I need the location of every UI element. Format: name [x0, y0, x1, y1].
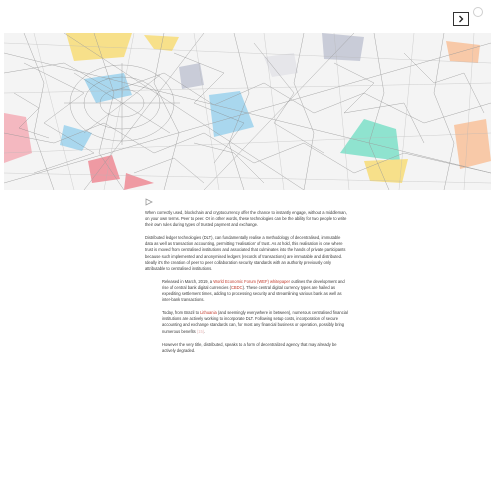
quote-text: outlines the development and rise of central bank digital currencies (: [162, 278, 345, 290]
quote-text: ). These central digital currency types are hailed as expediting settlement times, adding to processing security and streamlining various bank as well as inter-bank transactions.: [162, 284, 342, 303]
footnote-link[interactable]: (15): [196, 328, 205, 334]
quote-paragraph: [162, 279, 349, 303]
wef-whitepaper-link[interactable]: World Economic Forum (WEF) whitepaper: [213, 278, 291, 284]
hero-shard: [454, 119, 491, 169]
quote-paragraph: However the very title, distributed, speaks to a form of decentralized agency that may already be actively degraded.: [162, 341, 337, 353]
quote-paragraph: [162, 310, 349, 334]
shattered-glass-illustration: [4, 33, 491, 190]
next-button[interactable]: [453, 12, 469, 26]
chevron-right-icon: [457, 15, 465, 23]
quote-text: (and seemingly everywhere in between), numerous centralised financial institutions are actively working to incorporate DLT. Following setup costs, incorporation of secure accounting and exchange standards can, for most any financial business or operation, possibly bring numerous benefits: [162, 310, 348, 334]
quote-text: Today, from Brazil to: [162, 310, 201, 316]
quote-text: Released in March, 2019, a: [162, 278, 214, 284]
quote-text: .: [204, 328, 206, 334]
hero-illustration: [4, 33, 491, 190]
circle-outline-icon: [473, 7, 483, 17]
article-paragraph: Distributed ledger technologies (DLT), can fundamentally realise a methodology of decentralised, immutable data as well as transaction accounting, permitting 'realisation' of trust. As at hold, this realisation is one where trust is moved from centralised institutions and associated that culminates into the hands of private participants because such implemented and anonymised ledgers (records of transactions) are immutable and distributed. Ideally it's the creation of peer to peer collaboration security standards with an authority previously only attributable to centralised institutions.: [145, 235, 346, 271]
play-triangle-icon[interactable]: [145, 198, 153, 206]
cbdc-link[interactable]: CBDC: [230, 284, 243, 290]
article-paragraph: When correctly used, blockchain and cryptocurrency offer the chance to instantly engage, without a middleman, on your own terms. Peer to peer. Or in other words, these technologies can be the ability for two people to write their own rules during types of trusted payment and exchange.: [145, 210, 347, 228]
lithuania-link[interactable]: Lithuania: [200, 310, 217, 316]
hero-shard: [364, 159, 408, 183]
article-body: [145, 210, 347, 361]
article-blockquote: [162, 279, 349, 354]
